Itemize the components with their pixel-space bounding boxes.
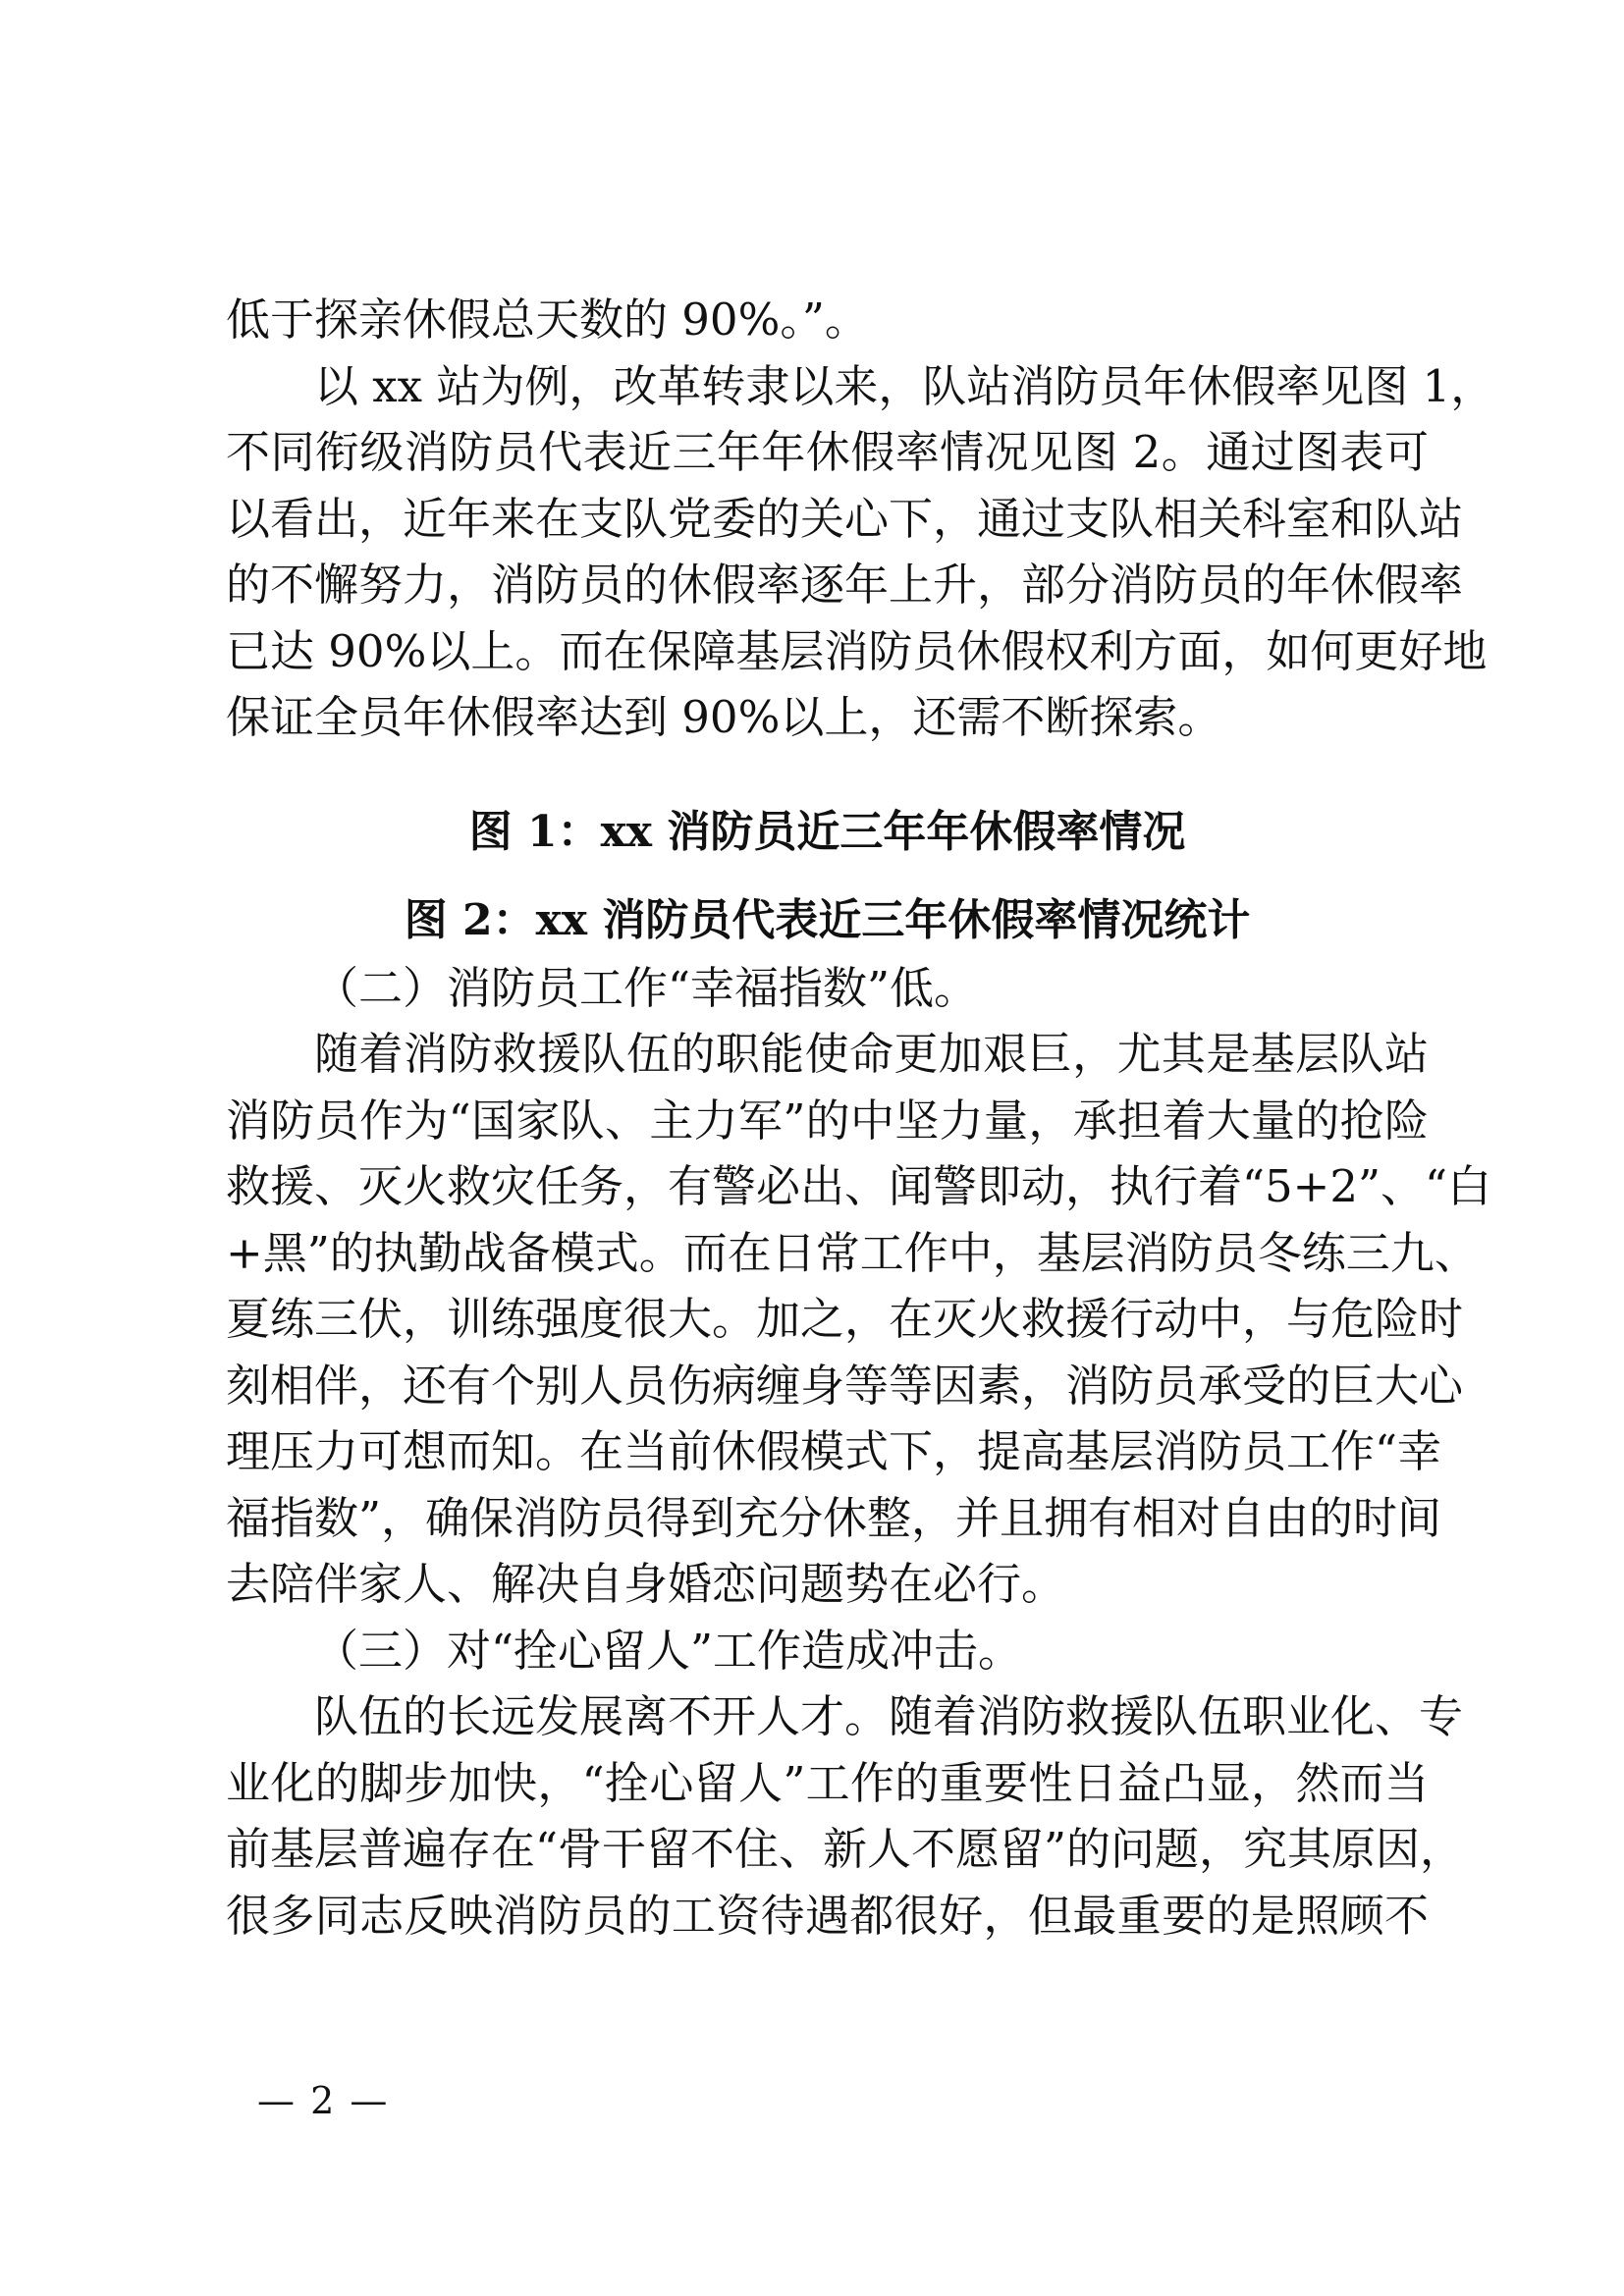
figure-caption-2: 图 2：xx 消防员代表近三年休假率情况统计 xyxy=(404,894,1251,945)
paragraph-line: 保证全员年休假率达到 90%以上，还需不断探索。 xyxy=(226,691,1222,743)
paragraph-line: 很多同志反映消防员的工资待遇都很好，但最重要的是照顾不 xyxy=(226,1889,1429,1942)
paragraph-line: 救援、灭火救灾任务，有警必出、闻警即动，执行着“5+2”、“白 xyxy=(226,1160,1491,1212)
paragraph-line: 前基层普遍存在“骨干留不住、新人不愿留”的问题，究其原因， xyxy=(226,1823,1465,1875)
page-number: — 2 — xyxy=(257,2079,390,2122)
figure-caption-1: 图 1：xx 消防员近三年年休假率情况 xyxy=(468,806,1186,857)
paragraph-line: 以看出，近年来在支队党委的关心下，通过支队相关科室和队站 xyxy=(226,492,1464,545)
paragraph-line: 不同衔级消防员代表近三年年休假率情况见图 2。通过图表可 xyxy=(226,426,1429,478)
paragraph-line: 低于探亲休假总天数的 90%。”。 xyxy=(226,294,869,346)
paragraph-line: 已达 90%以上。而在保障基层消防员休假权利方面，如何更好地 xyxy=(226,624,1488,677)
paragraph-line: 随着消防救援队伍的职能使命更加艰巨，尤其是基层队站 xyxy=(314,1028,1429,1080)
document-body xyxy=(226,287,1495,1949)
paragraph-line: 业化的脚步加快，“拴心留人”工作的重要性日益凸显，然而当 xyxy=(226,1756,1429,1809)
paragraph-line: 去陪伴家人、解决自身婚恋问题势在必行。 xyxy=(226,1558,1066,1610)
paragraph-line: 以 xx 站为例，改革转隶以来，队站消防员年休假率见图 1， xyxy=(314,359,1495,412)
paragraph-line: 福指数”，确保消防员得到充分休整，并且拥有相对自由的时间 xyxy=(226,1491,1442,1544)
paragraph-line: 刻相伴，还有个别人员伤病缠身等等因素，消防员承受的巨大心 xyxy=(226,1359,1464,1412)
paragraph-line: 夏练三伏，训练强度很大。加之，在灭火救援行动中，与危险时 xyxy=(226,1293,1464,1345)
paragraph-line: +黑”的执勤战备模式。而在日常工作中，基层消防员冬练三九、 xyxy=(226,1226,1479,1279)
paragraph-line: 消防员作为“国家队、主力军”的中坚力量，承担着大量的抢险 xyxy=(226,1094,1429,1147)
section-heading: （三）对“拴心留人”工作造成冲击。 xyxy=(314,1624,1023,1677)
paragraph-line: 的不懈努力，消防员的休假率逐年上升，部分消防员的年休假率 xyxy=(226,559,1464,611)
paragraph-line: 队伍的长远发展离不开人才。随着消防救援队伍职业化、专 xyxy=(314,1690,1464,1742)
paragraph-line: 理压力可想而知。在当前休假模式下，提高基层消防员工作“幸 xyxy=(226,1425,1442,1477)
section-heading: （二）消防员工作“幸福指数”低。 xyxy=(314,961,979,1014)
